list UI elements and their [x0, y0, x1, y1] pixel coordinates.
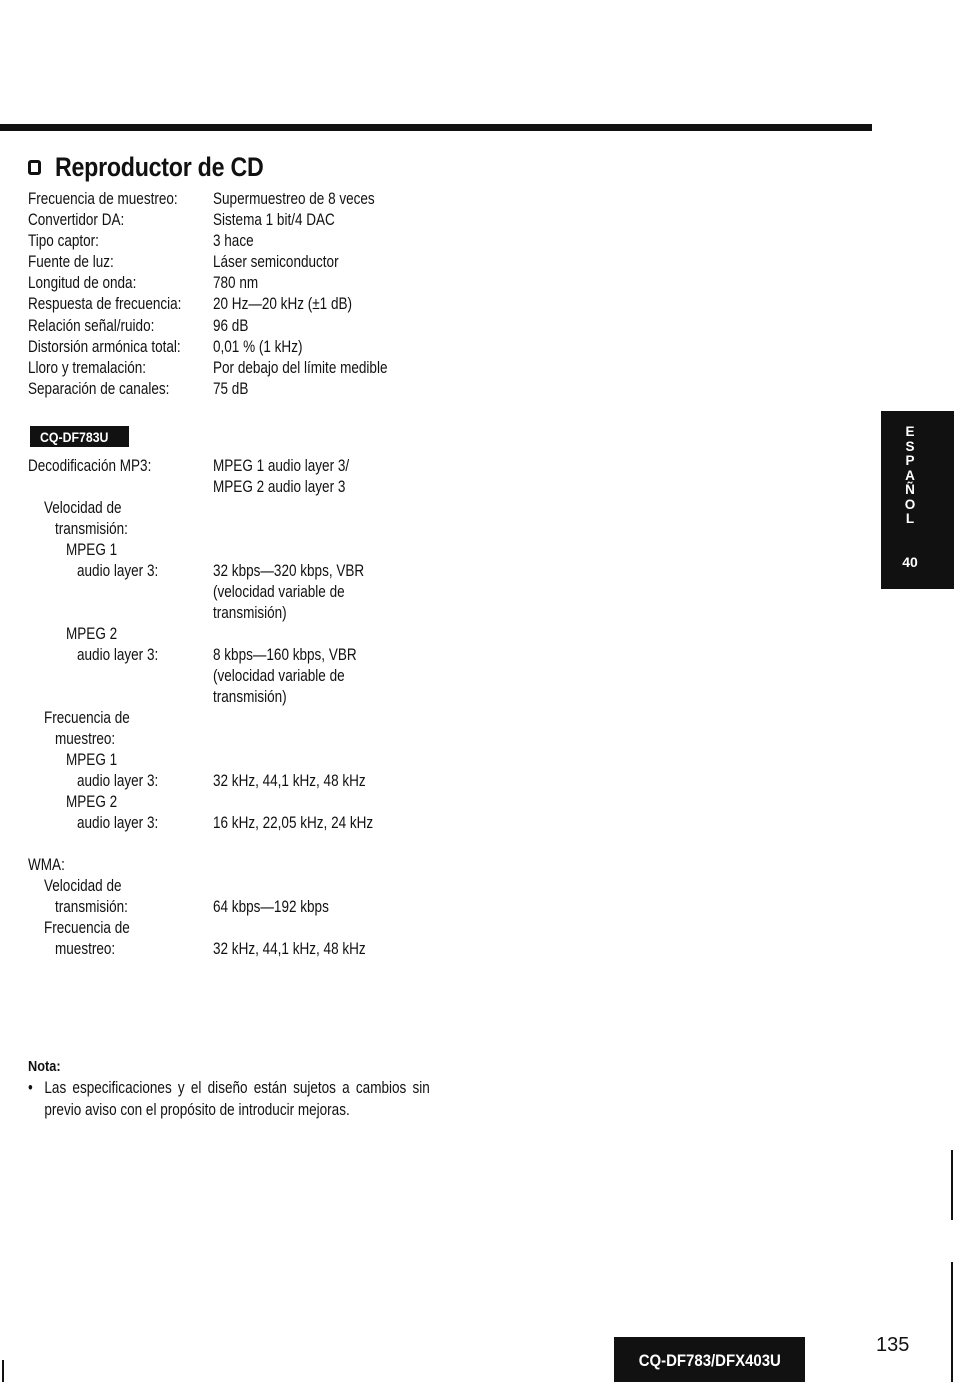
note-title: Nota: — [28, 1058, 61, 1075]
note-text: Las especificaciones y el diseño están sujetos a cambios sin previo aviso con el propósito de introducir mejoras. — [44, 1079, 430, 1119]
spec-value: 20 Hz—20 kHz (±1 dB) — [213, 295, 353, 314]
mpeg2-sampling: 16 kHz, 22,05 kHz, 24 kHz — [213, 814, 374, 832]
spec-value: Sistema 1 bit/4 DAC — [213, 211, 335, 230]
spec-value: Láser semiconductor — [213, 253, 339, 272]
mpeg1-label: MPEG 1 — [66, 751, 118, 769]
spec-label: Lloro y tremalación: — [28, 358, 147, 377]
section-heading — [28, 152, 297, 183]
footer-model-badge: CQ-DF783/DFX403U — [614, 1337, 805, 1382]
mpeg1-bitrate: transmisión) — [213, 604, 287, 622]
mp3-value-line: MPEG 1 audio layer 3/ — [213, 457, 350, 475]
layer3-label: audio layer 3: — [77, 772, 159, 790]
mpeg2-label: MPEG 2 — [66, 625, 118, 643]
model-badge: CQ-DF783U — [30, 426, 129, 447]
spec-label: Longitud de onda: — [28, 274, 137, 293]
layer3-label: audio layer 3: — [77, 562, 159, 580]
spec-label: Fuente de luz: — [28, 253, 114, 272]
spec-value: 96 dB — [213, 316, 249, 335]
scan-edge-line — [951, 1150, 953, 1220]
wma-sampling: 32 kHz, 44,1 kHz, 48 kHz — [213, 940, 366, 958]
tab-letter: A — [905, 467, 915, 483]
spec-value: Supermuestreo de 8 veces — [213, 190, 375, 208]
layer3-label: audio layer 3: — [77, 646, 159, 664]
spec-value: Por debajo del límite medible — [213, 358, 388, 377]
mpeg2-label: MPEG 2 — [66, 793, 118, 811]
section-page-number: 40 — [902, 554, 918, 570]
bitrate-label: transmisión: — [55, 520, 128, 538]
sampling-label: Frecuencia de — [44, 709, 130, 727]
tab-letter: Ñ — [905, 482, 915, 497]
mp3-value-line: MPEG 2 audio layer 3 — [213, 478, 346, 496]
mpeg1-sampling: 32 kHz, 44,1 kHz, 48 kHz — [213, 772, 366, 790]
tab-letter: P — [905, 453, 915, 468]
section-title: Reproductor de CD — [55, 152, 264, 182]
wma-bitrate-label: transmisión: — [55, 898, 128, 916]
language-letters — [881, 425, 939, 527]
tab-letter: O — [904, 496, 916, 512]
bitrate-label: Velocidad de — [44, 499, 122, 517]
layer3-label: audio layer 3: — [77, 814, 159, 832]
spec-label: Relación señal/ruido: — [28, 316, 155, 335]
spec-value: 0,01 % (1 kHz) — [213, 337, 303, 356]
tab-letter: E — [905, 424, 915, 439]
wma-bitrate-label: Velocidad de — [44, 877, 122, 895]
bullet-icon: • — [28, 1079, 33, 1097]
checkbox-square-icon — [28, 160, 41, 175]
spec-label: Frecuencia de muestreo: — [28, 190, 178, 208]
spec-label: Tipo captor: — [28, 232, 99, 251]
spec-label: Convertidor DA: — [28, 211, 125, 230]
spec-label: Separación de canales: — [28, 379, 170, 398]
mpeg2-bitrate: (velocidad variable de — [213, 667, 345, 685]
scan-edge-line — [2, 1360, 4, 1382]
spec-value: 3 hace — [213, 232, 254, 251]
tab-letter: S — [905, 438, 915, 454]
wma-sampling-label: Frecuencia de — [44, 919, 130, 937]
mp3-label: Decodificación MP3: — [28, 457, 152, 475]
spec-label: Distorsión armónica total: — [28, 337, 181, 356]
page-number: 135 — [876, 1334, 910, 1356]
sampling-label: muestreo: — [55, 730, 116, 748]
scan-edge-line — [951, 1262, 953, 1382]
wma-label: WMA: — [28, 856, 65, 874]
spec-value: 780 nm — [213, 274, 259, 293]
mpeg2-bitrate: 8 kbps—160 kbps, VBR — [213, 646, 357, 664]
spec-label: Respuesta de frecuencia: — [28, 295, 182, 314]
spec-value: 75 dB — [213, 379, 249, 398]
top-rule — [0, 124, 872, 131]
language-side-tab — [881, 411, 954, 589]
mpeg1-label: MPEG 1 — [66, 541, 118, 559]
tab-letter: L — [905, 511, 915, 526]
mpeg2-bitrate: transmisión) — [213, 688, 287, 706]
mpeg1-bitrate: 32 kbps—320 kbps, VBR — [213, 562, 365, 580]
wma-bitrate: 64 kbps—192 kbps — [213, 898, 329, 916]
wma-sampling-label: muestreo: — [55, 940, 116, 958]
mpeg1-bitrate: (velocidad variable de — [213, 583, 345, 601]
